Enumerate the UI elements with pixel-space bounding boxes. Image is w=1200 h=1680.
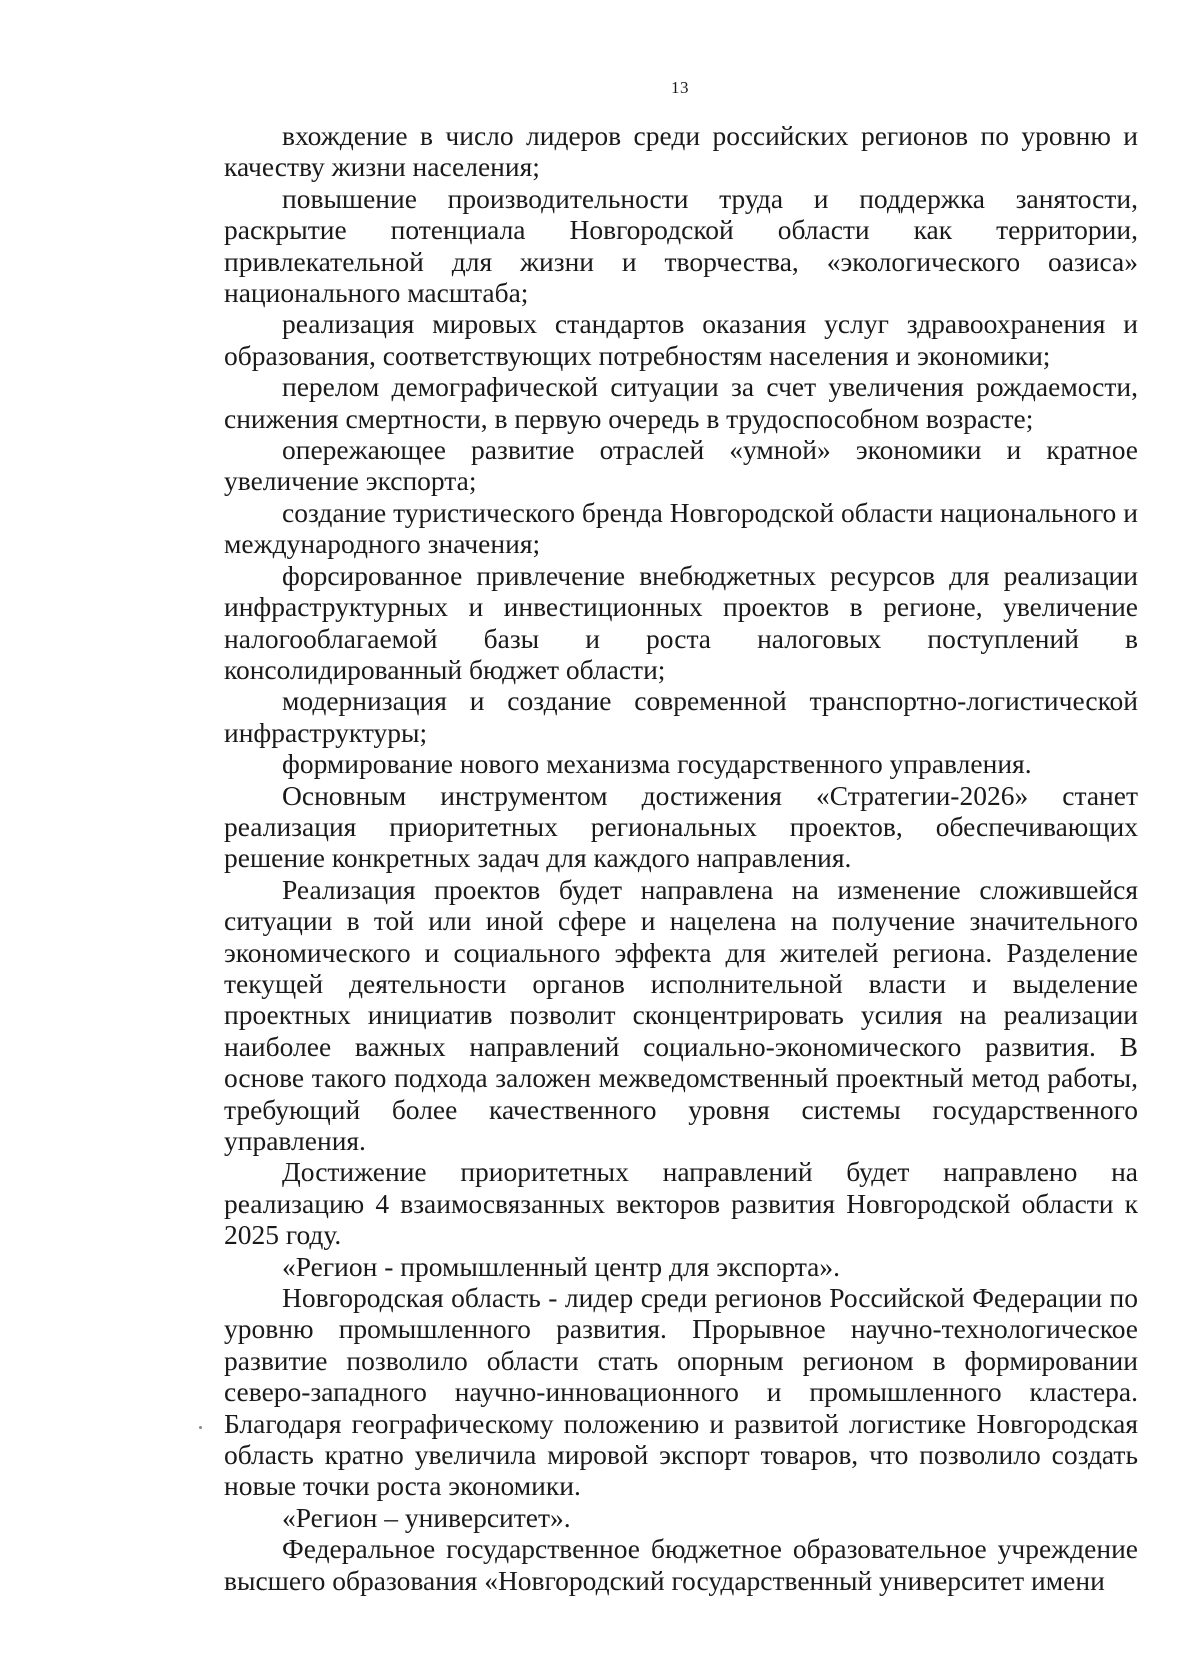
paragraph-industrial-leader: Новгородская область - лидер среди регионов Российской Федерации по уровню промышленного развития. Прорывное научно-технологическое развитие позволило области стать опорным регионом в формировании северо-западного научно-инновационного и промышленного кластера. Благодаря географическому положению и развитой логистике Новгородская область кратно увеличила мировой экспорт товаров, что позволило создать новые точки роста экономики. xyxy=(224,1282,1138,1502)
paragraph-university: Федеральное государственное бюджетное образовательное учреждение высшего образования «Новгородский государственный университет имени xyxy=(224,1533,1138,1596)
paragraph-resources: форсированное привлечение внебюджетных ресурсов для реализации инфраструктурных и инвестиционных проектов в регионе, увеличение налогооблагаемой базы и роста налоговых поступлений в консолидированный бюджет области; xyxy=(224,559,1138,685)
document-body xyxy=(224,120,1138,1596)
paragraph-strategy-instrument: Основным инструментом достижения «Стратегии-2026» станет реализация приоритетных региональных проектов, обеспечивающих решение конкретных задач для каждого направления. xyxy=(224,779,1138,874)
paragraph-vector-industrial: «Регион - промышленный центр для экспорта». xyxy=(282,1250,841,1282)
paragraph-demography: перелом демографической ситуации за счет увеличения рождаемости, снижения смертности, в первую очередь в трудоспособном возрасте; xyxy=(224,371,1138,434)
paragraph-standards: реализация мировых стандартов оказания услуг здравоохранения и образования, соответствующих потребностям населения и экономики; xyxy=(224,308,1138,371)
paragraph-tourism: создание туристического бренда Новгородской области национального и международного значения; xyxy=(224,496,1138,560)
paragraph-infrastructure: модернизация и создание современной транспортно-логистической инфраструктуры; xyxy=(224,685,1138,748)
paragraph-productivity: повышение производительности труда и поддержка занятости, раскрытие потенциала Новгородской области как территории, привлекательной для жизни и творчества, «экологического оазиса» национального масштаба; xyxy=(224,182,1138,309)
paragraph-leaders: вхождение в число лидеров среди российских регионов по уровню и качеству жизни населения; xyxy=(224,120,1138,183)
paragraph-smart-economy: опережающее развитие отраслей «умной» экономики и кратное увеличение экспорта; xyxy=(224,434,1138,497)
paragraph-vectors: Достижение приоритетных направлений будет направлено на реализацию 4 взаимосвязанных векторов развития Новгородской области к 2025 году. xyxy=(224,1156,1138,1251)
page-number: 13 xyxy=(671,78,689,97)
paragraph-vector-university: «Регион – университет». xyxy=(282,1501,571,1533)
paragraph-governance: формирование нового механизма государственного управления. xyxy=(282,748,1032,780)
paragraph-project-implementation: Реализация проектов будет направлена на изменение сложившейся ситуации в той или иной сфере и нацелена на получение значительного экономического и социального эффекта для жителей региона. Разделение текущей деятельности органов исполнительной власти и выделение проектных инициатив позволит сконцентрировать усилия на реализации наиболее важных направлений социально-экономического развития. В основе такого подхода заложен межведомственный проектный метод работы, требующий более качественного уровня системы государственного управления. xyxy=(224,873,1138,1156)
scan-artifact xyxy=(199,1426,202,1429)
